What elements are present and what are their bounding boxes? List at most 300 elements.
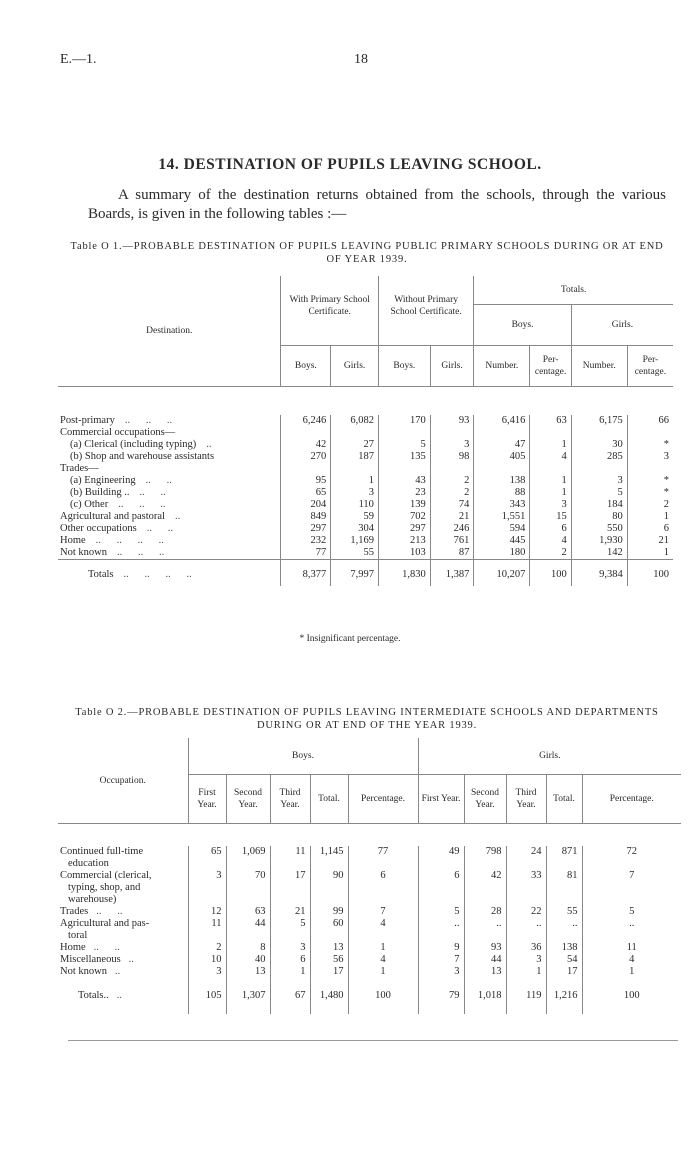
value-cell: 3: [418, 966, 464, 978]
row-label: Not known: [60, 966, 107, 977]
value-cell: 232: [281, 535, 331, 547]
row-label-line: [78, 990, 186, 1002]
value-cell: 1,145: [310, 846, 348, 870]
row-label: Home: [60, 942, 86, 953]
value-cell: 28: [464, 906, 506, 918]
row-label-line: [60, 966, 186, 978]
leader-dots: .. .. ..: [124, 415, 173, 426]
row-label-cell: [58, 487, 281, 499]
row-label-line: [60, 954, 186, 966]
value-cell: 1: [530, 439, 571, 451]
table1-footnote: * Insignificant percentage.: [299, 634, 401, 644]
value-cell: 24: [506, 846, 546, 870]
row-label: Post-primary: [60, 415, 115, 426]
value-cell: 4: [348, 954, 418, 966]
value-cell: 170: [378, 415, 430, 427]
value-cell: 297: [378, 523, 430, 535]
value-cell: 343: [474, 499, 530, 511]
leader-dots: .. .. ..: [116, 547, 165, 558]
table1-header-without-boys: Boys.: [378, 346, 430, 387]
value-cell: 66: [627, 415, 673, 427]
value-cell: 138: [546, 942, 582, 954]
value-cell: 1,169: [331, 535, 379, 547]
table1-header-without-certificate: Without Primary School Certificate.: [378, 276, 473, 346]
value-cell: 11: [270, 846, 310, 870]
value-cell: 3: [571, 475, 627, 487]
value-cell: 10,207: [474, 560, 530, 587]
value-cell: 77: [348, 846, 418, 870]
table2-header-girls-percentage: Percentage.: [582, 775, 681, 824]
row-label-cell: [58, 463, 281, 475]
value-cell: 2: [530, 547, 571, 560]
value-cell: 6: [270, 954, 310, 966]
value-cell: 139: [378, 499, 430, 511]
value-cell: 7: [582, 870, 681, 906]
table-row: [58, 451, 673, 463]
value-cell: 270: [281, 451, 331, 463]
value-cell: 7: [348, 906, 418, 918]
value-cell: 55: [546, 906, 582, 918]
leader-dots: .. ..: [93, 942, 120, 953]
table-row: [58, 846, 681, 870]
value-cell: [474, 427, 530, 439]
value-cell: [281, 427, 331, 439]
table2-header-boys-percentage: Percentage.: [348, 775, 418, 824]
value-cell: 105: [188, 978, 226, 1014]
table2-header-girls-first: First Year.: [418, 775, 464, 824]
table-row: [58, 966, 681, 978]
value-cell: 81: [546, 870, 582, 906]
value-cell: 1: [627, 547, 673, 560]
value-cell: 1,018: [464, 978, 506, 1014]
value-cell: 110: [331, 499, 379, 511]
table2-header-girls-third: Third Year.: [506, 775, 546, 824]
row-label: Agricultural and pastoral: [60, 511, 165, 522]
table2-header-boys-third: Third Year.: [270, 775, 310, 824]
value-cell: 8: [226, 942, 270, 954]
value-cell: 10: [188, 954, 226, 966]
value-cell: 6,416: [474, 415, 530, 427]
value-cell: *: [627, 475, 673, 487]
value-cell: 3: [188, 966, 226, 978]
table1-header-with-boys: Boys.: [281, 346, 331, 387]
value-cell: 6: [530, 523, 571, 535]
value-cell: 2: [188, 942, 226, 954]
row-label: Trades: [60, 906, 89, 917]
table1-header-boys-number: Number.: [474, 346, 530, 387]
value-cell: 42: [281, 439, 331, 451]
row-label-cell: [58, 535, 281, 547]
value-cell: 13: [464, 966, 506, 978]
value-cell: 44: [464, 954, 506, 966]
row-label-line: [60, 906, 186, 918]
value-cell: 246: [430, 523, 474, 535]
table-row: [58, 547, 673, 560]
value-cell: 1: [348, 966, 418, 978]
row-label: Other occupations: [60, 523, 137, 534]
row-label-line: [60, 942, 186, 954]
value-cell: 44: [226, 918, 270, 942]
table-row: [58, 415, 673, 427]
value-cell: 49: [418, 846, 464, 870]
value-cell: 21: [627, 535, 673, 547]
value-cell: 23: [378, 487, 430, 499]
value-cell: 17: [270, 870, 310, 906]
value-cell: 87: [430, 547, 474, 560]
value-cell: 135: [378, 451, 430, 463]
table-row: [58, 906, 681, 918]
value-cell: 43: [378, 475, 430, 487]
value-cell: 99: [310, 906, 348, 918]
row-label-cell: [58, 439, 281, 451]
value-cell: 1: [530, 475, 571, 487]
intro-text: A summary of the destination returns obtained from the schools, through the various Boards, is given in the following tables :—: [88, 187, 666, 222]
table2-caption: [62, 706, 672, 732]
value-cell: 59: [331, 511, 379, 523]
value-cell: 1,551: [474, 511, 530, 523]
value-cell: 1: [270, 966, 310, 978]
row-label: Totals: [88, 569, 114, 580]
value-cell: 100: [530, 560, 571, 587]
table-row: [58, 427, 673, 439]
value-cell: 88: [474, 487, 530, 499]
value-cell: 1: [506, 966, 546, 978]
table2-totals-row: [58, 978, 681, 1014]
value-cell: [627, 463, 673, 475]
value-cell: 30: [571, 439, 627, 451]
table-row: [58, 523, 673, 535]
table1-caption-text: PROBABLE DESTINATION OF PUPILS LEAVING PUBLIC PRIMARY SCHOOLS DURING OR AT END OF YEAR 1939.: [133, 241, 664, 265]
value-cell: [430, 427, 474, 439]
value-cell: 65: [281, 487, 331, 499]
value-cell: 100: [582, 978, 681, 1014]
value-cell: 285: [571, 451, 627, 463]
table2-header-occupation: Occupation.: [99, 775, 146, 786]
row-label: (a) Engineering: [70, 475, 136, 486]
table1: [58, 276, 673, 586]
section-title: 14. DESTINATION OF PUPILS LEAVING SCHOOL.: [158, 156, 542, 173]
value-cell: 3: [188, 870, 226, 906]
value-cell: 15: [530, 511, 571, 523]
value-cell: 93: [464, 942, 506, 954]
row-label: (a) Clerical (including typing): [70, 439, 197, 450]
document-reference: E.—1.: [60, 52, 97, 67]
value-cell: [571, 427, 627, 439]
row-label: (b) Building ..: [70, 487, 130, 498]
value-cell: [571, 463, 627, 475]
value-cell: 871: [546, 846, 582, 870]
table2-header-girls-second: Second Year.: [464, 775, 506, 824]
row-label: (b) Shop and warehouse assistants: [70, 451, 215, 462]
row-label: Agricultural and pas-: [60, 918, 150, 929]
row-label: Totals..: [78, 990, 109, 1001]
table1-caption-lead: Table O 1.—: [70, 241, 134, 252]
leader-dots: .. ..: [139, 487, 166, 498]
value-cell: ..: [582, 918, 681, 942]
value-cell: ..: [506, 918, 546, 942]
leader-dots: .. .. .. ..: [95, 535, 164, 546]
value-cell: 72: [582, 846, 681, 870]
value-cell: 1,069: [226, 846, 270, 870]
table1-totals-row: [58, 560, 673, 587]
value-cell: 13: [310, 942, 348, 954]
value-cell: 6: [627, 523, 673, 535]
row-label-cell: [58, 918, 188, 942]
intro-paragraph: [88, 186, 666, 224]
value-cell: 98: [430, 451, 474, 463]
table-row: [58, 499, 673, 511]
value-cell: 11: [188, 918, 226, 942]
leader-dots: .. .. ..: [118, 499, 166, 510]
table1-header-totals-girls: Girls.: [571, 305, 673, 346]
value-cell: 22: [506, 906, 546, 918]
row-label-cell: [58, 560, 281, 587]
value-cell: 3: [530, 499, 571, 511]
value-cell: 103: [378, 547, 430, 560]
table-row: [58, 439, 673, 451]
table2-header-boys-second: Second Year.: [226, 775, 270, 824]
row-label-cell: [58, 906, 188, 918]
row-label: Commercial (clerical,: [60, 870, 152, 881]
value-cell: [430, 463, 474, 475]
value-cell: 74: [430, 499, 474, 511]
row-label: Home: [60, 535, 86, 546]
row-label-cell: [58, 547, 281, 560]
value-cell: 2: [627, 499, 673, 511]
value-cell: 1,930: [571, 535, 627, 547]
table1-header-with-certificate: With Primary School Certificate.: [281, 276, 378, 346]
value-cell: 80: [571, 511, 627, 523]
value-cell: 93: [430, 415, 474, 427]
value-cell: 21: [270, 906, 310, 918]
value-cell: 1: [627, 511, 673, 523]
value-cell: 70: [226, 870, 270, 906]
value-cell: 11: [582, 942, 681, 954]
value-cell: 63: [530, 415, 571, 427]
value-cell: 550: [571, 523, 627, 535]
value-cell: *: [627, 439, 673, 451]
table-row: [58, 511, 673, 523]
row-label: toral: [68, 930, 88, 941]
value-cell: 100: [627, 560, 673, 587]
value-cell: 2: [430, 475, 474, 487]
table1-header-totals: Totals.: [474, 276, 673, 305]
table2-caption-text: PROBABLE DESTINATION OF PUPILS LEAVING INTERMEDIATE SCHOOLS AND DEPARTMENTS DURING OR AT END OF THE YEAR 1939.: [138, 707, 659, 731]
value-cell: 3: [506, 954, 546, 966]
value-cell: 4: [530, 451, 571, 463]
table1-header-boys-percentage: Per-centage.: [530, 346, 571, 387]
value-cell: 95: [281, 475, 331, 487]
table-row: [58, 942, 681, 954]
value-cell: 1: [582, 966, 681, 978]
value-cell: 2: [430, 487, 474, 499]
table2-header-rule: [58, 824, 681, 847]
value-cell: 79: [418, 978, 464, 1014]
table-row: [58, 954, 681, 966]
value-cell: 12: [188, 906, 226, 918]
bottom-rule: [68, 1040, 678, 1041]
value-cell: *: [627, 487, 673, 499]
value-cell: 40: [226, 954, 270, 966]
leader-dots: .. ..: [145, 475, 172, 486]
table1-header-rule: [58, 387, 673, 416]
value-cell: 17: [310, 966, 348, 978]
row-label: Trades—: [60, 463, 99, 474]
value-cell: 142: [571, 547, 627, 560]
table-row: [58, 463, 673, 475]
leader-dots: ..: [116, 990, 123, 1001]
value-cell: 4: [530, 535, 571, 547]
leader-dots: ..: [206, 439, 212, 450]
row-label: typing, shop, and: [68, 882, 141, 893]
row-label: Not known: [60, 547, 107, 558]
value-cell: 42: [464, 870, 506, 906]
row-label: warehouse): [68, 894, 117, 905]
value-cell: [474, 463, 530, 475]
value-cell: 33: [506, 870, 546, 906]
table1-caption: [62, 240, 672, 266]
value-cell: 405: [474, 451, 530, 463]
value-cell: 1: [348, 942, 418, 954]
value-cell: 1,387: [430, 560, 474, 587]
value-cell: 77: [281, 547, 331, 560]
value-cell: 9: [418, 942, 464, 954]
table-row: [58, 475, 673, 487]
value-cell: [627, 427, 673, 439]
value-cell: 3: [430, 439, 474, 451]
page-number: 18: [354, 52, 368, 67]
table1-header-destination: Destination.: [146, 326, 193, 336]
row-label-cell: [58, 511, 281, 523]
value-cell: 65: [188, 846, 226, 870]
value-cell: 1,216: [546, 978, 582, 1014]
row-label-cell: [58, 978, 188, 1014]
table1-header-with-girls: Girls.: [331, 346, 379, 387]
value-cell: 67: [270, 978, 310, 1014]
leader-dots: ..: [174, 511, 181, 522]
value-cell: 13: [226, 966, 270, 978]
table2-header-girls-total: Total.: [546, 775, 582, 824]
value-cell: ..: [464, 918, 506, 942]
value-cell: 7: [418, 954, 464, 966]
table2-header-boys-first: First Year.: [188, 775, 226, 824]
value-cell: 4: [348, 918, 418, 942]
value-cell: 56: [310, 954, 348, 966]
table2-header-girls: Girls.: [418, 738, 681, 775]
value-cell: 47: [474, 439, 530, 451]
value-cell: [281, 463, 331, 475]
row-label-cell: [58, 523, 281, 535]
table-row: [58, 487, 673, 499]
table2-header-boys: Boys.: [188, 738, 418, 775]
value-cell: 21: [430, 511, 474, 523]
value-cell: 594: [474, 523, 530, 535]
value-cell: [378, 463, 430, 475]
value-cell: 213: [378, 535, 430, 547]
row-label: (c) Other: [70, 499, 109, 510]
value-cell: 445: [474, 535, 530, 547]
value-cell: ..: [546, 918, 582, 942]
table2-body: [58, 846, 681, 1014]
value-cell: 4: [582, 954, 681, 966]
value-cell: 204: [281, 499, 331, 511]
value-cell: [331, 463, 379, 475]
value-cell: 297: [281, 523, 331, 535]
leader-dots: .. ..: [146, 523, 173, 534]
value-cell: 5: [270, 918, 310, 942]
row-label-cell: [58, 954, 188, 966]
leader-dots: .. ..: [96, 906, 123, 917]
leader-dots: .. .. .. ..: [123, 569, 192, 580]
row-label-cell: [58, 966, 188, 978]
row-label-cell: [58, 475, 281, 487]
row-label: Miscellaneous: [60, 954, 121, 965]
value-cell: [530, 427, 571, 439]
value-cell: ..: [418, 918, 464, 942]
value-cell: 36: [506, 942, 546, 954]
value-cell: 6,175: [571, 415, 627, 427]
value-cell: 138: [474, 475, 530, 487]
value-cell: 798: [464, 846, 506, 870]
table1-body: [58, 415, 673, 586]
value-cell: 5: [418, 906, 464, 918]
value-cell: 304: [331, 523, 379, 535]
leader-dots: ..: [128, 954, 134, 965]
table-row: [58, 918, 681, 942]
value-cell: 1,307: [226, 978, 270, 1014]
table1-header-girls-percentage: Per-centage.: [627, 346, 673, 387]
value-cell: 5: [582, 906, 681, 918]
value-cell: 5: [378, 439, 430, 451]
row-label-cell: [58, 427, 281, 439]
value-cell: 1,480: [310, 978, 348, 1014]
table2-caption-lead: Table O 2.—: [75, 707, 139, 718]
row-label: education: [68, 858, 109, 869]
value-cell: 1: [331, 475, 379, 487]
table2-header-boys-total: Total.: [310, 775, 348, 824]
value-cell: 5: [571, 487, 627, 499]
value-cell: 17: [546, 966, 582, 978]
value-cell: 6: [348, 870, 418, 906]
table1-header-girls-number: Number.: [571, 346, 627, 387]
table-row: [58, 535, 673, 547]
value-cell: 6,246: [281, 415, 331, 427]
value-cell: 55: [331, 547, 379, 560]
row-label-cell: [58, 942, 188, 954]
value-cell: 3: [331, 487, 379, 499]
value-cell: 100: [348, 978, 418, 1014]
value-cell: 702: [378, 511, 430, 523]
row-label-cell: [58, 451, 281, 463]
value-cell: 184: [571, 499, 627, 511]
value-cell: 6: [418, 870, 464, 906]
value-cell: 27: [331, 439, 379, 451]
value-cell: 119: [506, 978, 546, 1014]
row-label: Commercial occupations—: [60, 427, 176, 438]
row-label-cell: [58, 870, 188, 906]
value-cell: [331, 427, 379, 439]
row-label-cell: [58, 499, 281, 511]
value-cell: 849: [281, 511, 331, 523]
value-cell: 187: [331, 451, 379, 463]
value-cell: 3: [270, 942, 310, 954]
table1-header-without-girls: Girls.: [430, 346, 474, 387]
leader-dots: ..: [114, 966, 121, 977]
value-cell: 63: [226, 906, 270, 918]
value-cell: [378, 427, 430, 439]
value-cell: 1: [530, 487, 571, 499]
row-label-cell: [58, 846, 188, 870]
